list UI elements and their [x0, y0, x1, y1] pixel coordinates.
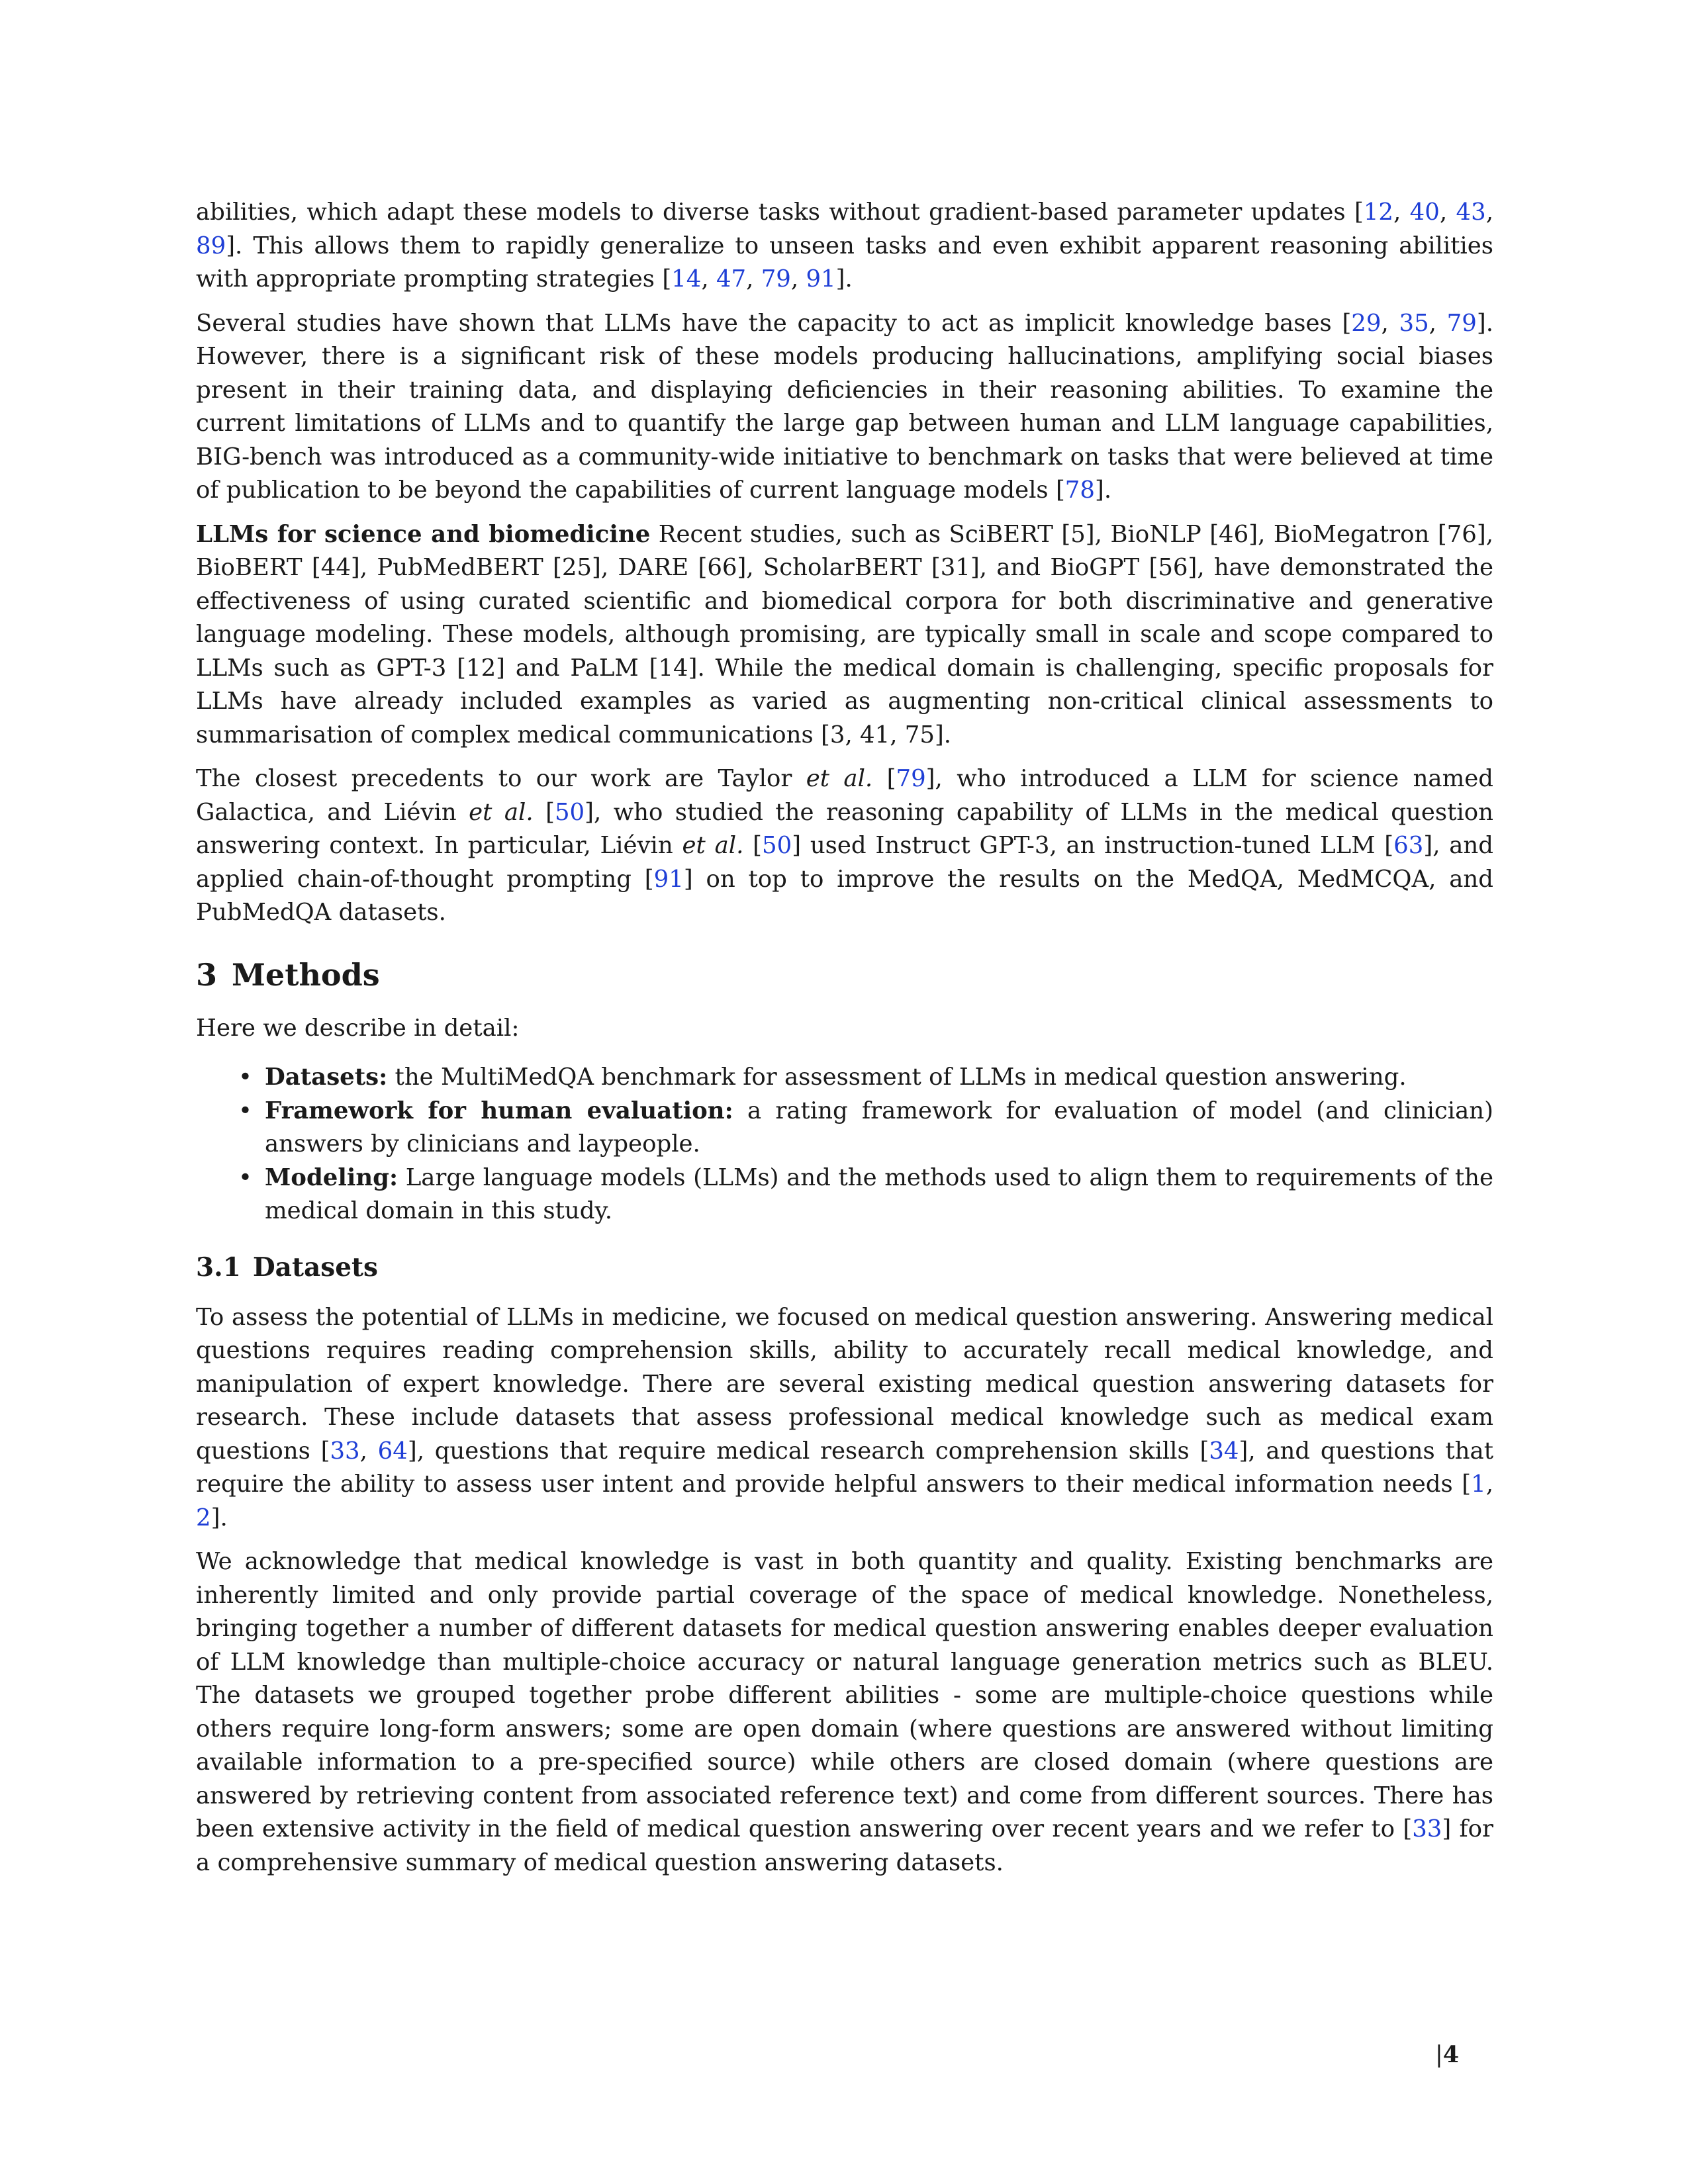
page-number-value: 4	[1442, 2041, 1460, 2068]
bullet-icon: •	[238, 1097, 252, 1124]
section-title: Methods	[232, 956, 380, 993]
paper-page	[196, 196, 1493, 1890]
bullet-text: the MultiMedQA benchmark for assessment of LLMs in medical question answering.	[395, 1064, 1407, 1091]
paragraph-llms-science	[196, 518, 1493, 752]
paragraph-knowledge-bases: Several studies have shown that LLMs have the capacity to act as implicit knowledge bases [29, 35, 79]. However, there is a significant risk of these models producing hallucinations, amplifying social biases present in their training data, and displaying deficiencies in their reasoning abilities. To examine the current limitations of LLMs and to quantify the large gap between human and LLM language capabilities, BIG-bench was introduced as a community-wide initiative to benchmark on tasks that were believed at time of publication to be beyond the capabilities of current language models [78].	[196, 309, 1493, 504]
page-number: |4	[1435, 2041, 1460, 2068]
subsection-title: Datasets	[252, 1251, 378, 1283]
bullet-item-framework	[238, 1095, 1493, 1161]
bullet-item-datasets	[238, 1061, 1493, 1095]
bullet-label: Modeling:	[265, 1163, 399, 1191]
subsection-number: 3.1	[196, 1251, 241, 1283]
paragraph-medical-knowledge-vast: We acknowledge that medical knowledge is vast in both quantity and quality. Existing benchmarks are inherently limited and only provide partial coverage of the space of medical knowledge. Nonetheless, bringing together a number of different datasets for medical question answering enables deeper evaluation of LLM knowledge than multiple-choice accuracy or natural language generation metrics such as BLEU. The datasets we grouped together probe different abilities - some are multiple-choice questions while others require long-form answers; some are open domain (where questions are answered without limiting available information to a pre-specified source) while others are closed domain (where questions are answered by retrieving content from associated reference text) and come from different sources. There has been extensive activity in the field of medical question answering over recent years and we refer to [33] for a comprehensive summary of medical question answering datasets.	[196, 1548, 1493, 1876]
paragraph-icl-abilities: abilities, which adapt these models to diverse tasks without gradient-based parameter updates [12, 40, 43, 89]. This allows them to rapidly generalize to unseen tasks and even exhibit apparent reasoning abilities with appropriate prompting strategies [14, 47, 79, 91].	[196, 199, 1493, 293]
methods-intro: Here we describe in detail:	[196, 1014, 520, 1042]
bullet-icon: •	[238, 1064, 252, 1091]
bullet-label: Datasets:	[265, 1064, 388, 1091]
section-number: 3	[196, 956, 218, 993]
bullet-text: a rating framework for evaluation of model (and clinician) answers by clinicians and laypeople.	[265, 1097, 1493, 1158]
paragraph-assess-potential: To assess the potential of LLMs in medicine, we focused on medical question answering. Answering medical questions requires reading comprehension skills, ability to accurately recall medical knowledge, and manipulation of expert knowledge. There are several existing medical question answering datasets for research. These include datasets that assess professional medical knowledge such as medical exam questions [33, 64], questions that require medical research comprehension skills [34], and questions that require the ability to assess user intent and provide helpful answers to their medical information needs [1, 2].	[196, 1303, 1493, 1531]
paragraph-llms-science-text: Recent studies, such as SciBERT [5], BioNLP [46], BioMegatron [76], BioBERT [44], PubMedBERT [25], DARE [66], ScholarBERT [31], and BioGPT [56], have demonstrated the effectiveness of using curated scientific and biomedical corpora for both discriminative and generative language modeling. These models, although promising, are typically small in scale and scope compared to LLMs such as GPT-3 [12] and PaLM [14]. While the medical domain is challenging, specific proposals for LLMs have already included examples as varied as augmenting non-critical clinical assessments to summarisation of complex medical communications [3, 41, 75].	[196, 520, 1493, 749]
paragraph-closest-precedents: The closest precedents to our work are Taylor et al. [79], who introduced a LLM for science named Galactica, and Liévin et al. [50], who studied the reasoning capability of LLMs in the medical question answering context. In particular, Liévin et al. [50] used Instruct GPT-3, an instruction-tuned LLM [63], and applied chain-of-thought prompting [91] on top to improve the results on the MedQA, MedMCQA, and PubMedQA datasets.	[196, 765, 1493, 926]
bullet-label: Framework for human evaluation:	[265, 1097, 733, 1124]
bullet-text: Large language models (LLMs) and the methods used to align them to requirements of the medical domain in this study.	[265, 1163, 1493, 1224]
run-in-heading: LLMs for science and biomedicine	[196, 520, 651, 548]
subsection-heading-datasets	[196, 1251, 1493, 1284]
bullet-item-modeling	[238, 1161, 1493, 1228]
methods-bullet-list	[196, 1061, 1493, 1228]
bullet-icon: •	[238, 1163, 252, 1191]
section-heading-methods	[196, 956, 1493, 993]
